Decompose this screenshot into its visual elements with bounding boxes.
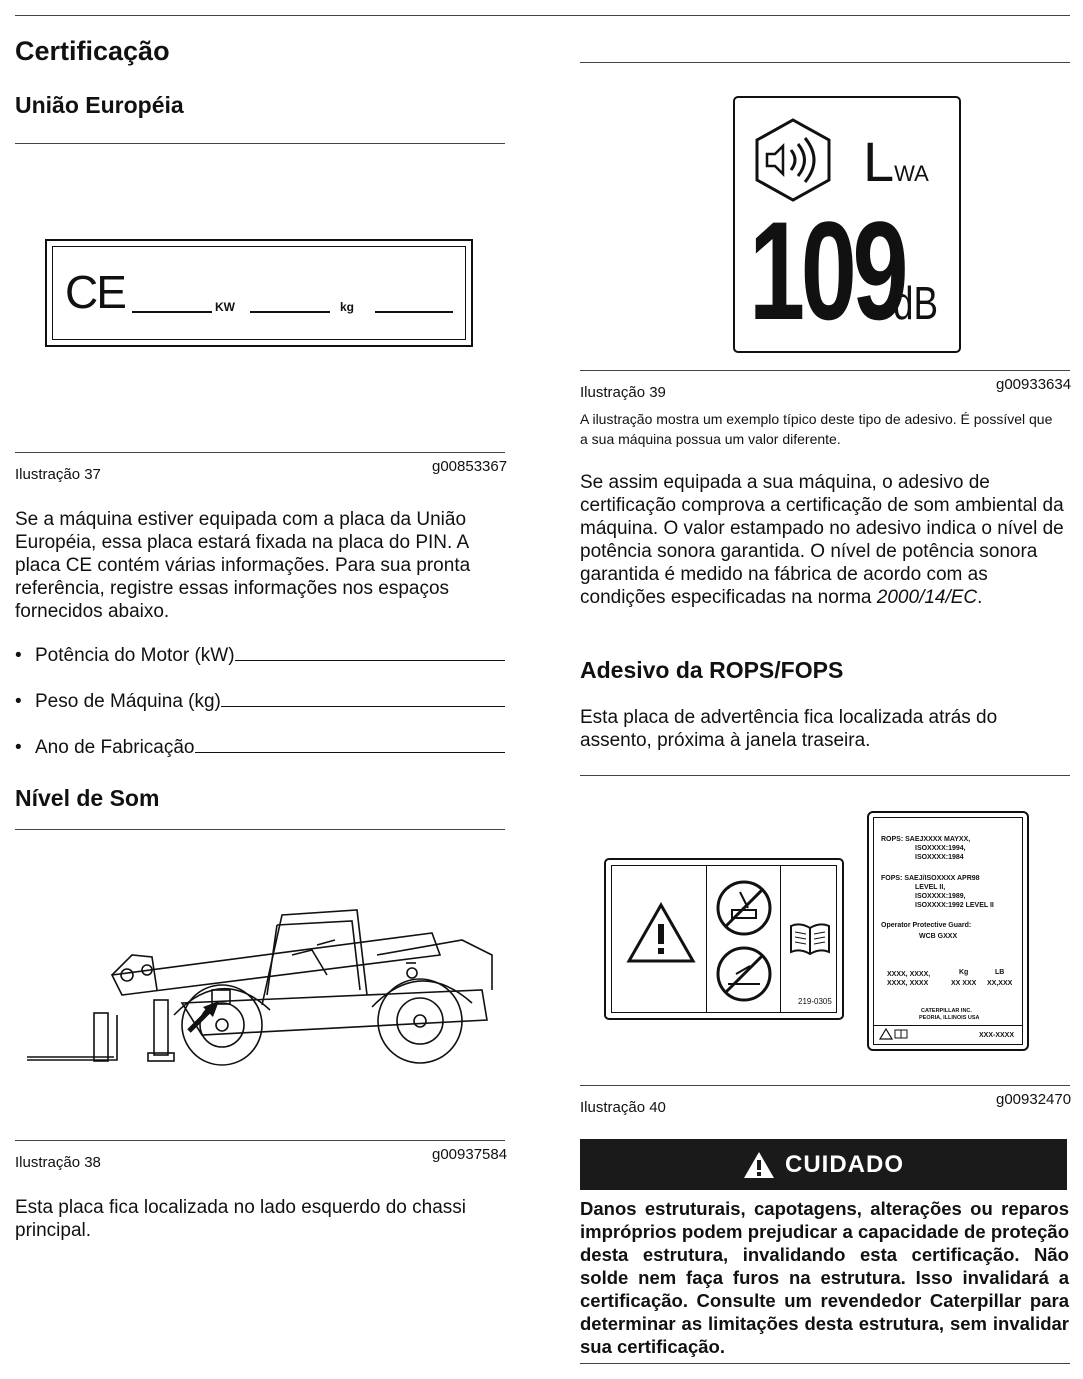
caution-title: CUIDADO xyxy=(785,1150,904,1178)
plate-kg-label: kg xyxy=(340,300,355,314)
figure-code: g00933634 xyxy=(996,376,1072,393)
plate-text: ISOXXXX:1989, xyxy=(915,893,966,900)
norm-reference: 2000/14/EC xyxy=(876,587,978,608)
telehandler-illustration xyxy=(22,895,500,1075)
lwa-label: LWA xyxy=(863,130,929,193)
divider xyxy=(15,143,505,144)
divider xyxy=(580,62,1070,63)
bullet-item: • Potência do Motor (kW) xyxy=(15,645,505,667)
top-rule xyxy=(15,15,1070,16)
figure-note: A ilustração mostra um exemplo típico deste tipo de adesivo. É possível que a sua máquina possua um valor diferente. xyxy=(580,411,1053,447)
sound-level-decal xyxy=(733,96,961,353)
plate-text: ISOXXXX:1992 LEVEL II xyxy=(915,902,994,909)
plate-line xyxy=(132,311,212,313)
divider xyxy=(15,829,505,830)
plate-text: FOPS: SAEJ/ISOXXXX APR98 xyxy=(881,875,980,882)
caution-banner xyxy=(580,1139,1067,1190)
section-heading-eu: União Européia xyxy=(15,92,184,118)
manual-book-icon xyxy=(788,922,832,958)
rops-fops-plate xyxy=(867,811,1029,1051)
warning-triangle-icon xyxy=(879,1028,893,1040)
divider xyxy=(580,1085,1070,1086)
plate-text: XX XXX xyxy=(951,980,977,987)
caution-text: Danos estruturais, capotagens, alterações ou reparos impróprios podem prejudicar a capacidade de proteção desta estrutura, invalidando esta certificação. Não solde nem faça furos na estrutura. Isso invalidará a certificação. Consulte um revendedor Caterpillar para determinar as limitações desta estrutura, sem invalidar sua certificação. xyxy=(580,1198,1069,1357)
sound-decal-paragraph: Se assim equipada a sua máquina, o adesivo de certificação comprova a certificação de som ambiental da máquina. O valor estampado no adesivo indica o nível de potência sonora garantida. O nível de potência sonora garantida é medido na fábrica de acordo com as condições especificadas na norma 2000/14/EC. xyxy=(580,472,1064,608)
plate-text: WCB GXXX xyxy=(919,933,958,940)
sound-level-unit: dB xyxy=(893,277,939,329)
eu-paragraph: Se a máquina estiver equipada com a placa da União Européia, essa placa estará fixada na placa do PIN. A placa CE contém várias informações. Para sua pronta referência, registre essas informações nos espaços fornecidos abaixo. xyxy=(15,509,471,622)
no-welding-icon xyxy=(714,878,774,938)
figure-code: g00932470 xyxy=(996,1091,1072,1108)
figure-code: g00937584 xyxy=(432,1146,508,1163)
plate-line xyxy=(375,311,453,313)
plate-text: ROPS: SAEJXXXX MAYXX, xyxy=(881,836,971,843)
plate-text: LEVEL II, xyxy=(915,884,946,891)
bullet-label: Potência do Motor (kW) xyxy=(35,645,235,666)
divider xyxy=(580,370,1070,371)
fill-line[interactable] xyxy=(235,645,505,661)
plate-text: XXX-XXXX xyxy=(979,1032,1015,1039)
plate-text: CATERPILLAR INC. xyxy=(921,1008,972,1014)
bullet-item: • Ano de Fabricação xyxy=(15,737,505,759)
fill-line[interactable] xyxy=(195,737,506,753)
plate-text: ISOXXXX:1984 xyxy=(915,854,964,861)
divider xyxy=(15,452,505,453)
plate-text: XX,XXX xyxy=(987,980,1013,987)
plate-text: ISOXXXX:1994, xyxy=(915,845,966,852)
figure-code: g00853367 xyxy=(432,458,508,475)
section-heading-rops: Adesivo da ROPS/FOPS xyxy=(580,657,844,683)
bullet-item: • Peso de Máquina (kg) xyxy=(15,691,505,713)
plate-text: XXXX, XXXX, xyxy=(887,971,931,978)
bullet-label: Ano de Fabricação xyxy=(35,737,195,758)
page-title: Certificação xyxy=(15,36,170,66)
decal-part-number: 219-0305 xyxy=(798,997,832,1006)
manual-book-icon xyxy=(894,1029,908,1039)
rops-paragraph: Esta placa de advertência fica localizada atrás do assento, próxima à janela traseira. xyxy=(580,707,998,751)
no-drilling-icon xyxy=(714,944,774,1004)
plate-text: LB xyxy=(995,969,1005,976)
warning-triangle-icon xyxy=(626,902,696,964)
divider xyxy=(580,1363,1070,1364)
figure-caption: Ilustração 40 xyxy=(580,1099,666,1116)
plate-line xyxy=(250,311,330,313)
divider xyxy=(580,775,1070,776)
figure-caption: Ilustração 37 xyxy=(15,466,101,483)
bullet-label: Peso de Máquina (kg) xyxy=(35,691,221,712)
arrow-icon xyxy=(185,995,225,1035)
fill-line[interactable] xyxy=(221,691,505,707)
plate-text: XXXX, XXXX xyxy=(887,980,929,987)
sound-level-value: 109 xyxy=(749,192,905,349)
section-heading-sound: Nível de Som xyxy=(15,785,160,811)
figure-caption: Ilustração 39 xyxy=(580,384,666,401)
plate-kw-label: KW xyxy=(215,300,235,314)
rops-warning-decal xyxy=(604,858,844,1020)
divider xyxy=(15,1140,505,1141)
plate-text: Operator Protective Guard: xyxy=(881,922,972,929)
ce-plate xyxy=(45,239,473,347)
caution-triangle-icon xyxy=(743,1151,775,1179)
speaker-hexagon-icon xyxy=(753,118,833,202)
plate-text: Kg xyxy=(959,969,969,976)
figure-caption: Ilustração 38 xyxy=(15,1154,101,1171)
sound-plate-paragraph: Esta placa fica localizada no lado esquerdo do chassi principal. xyxy=(15,1197,467,1241)
ce-mark: CE xyxy=(65,266,125,318)
plate-text: PEORIA, ILLINOIS USA xyxy=(919,1015,980,1021)
